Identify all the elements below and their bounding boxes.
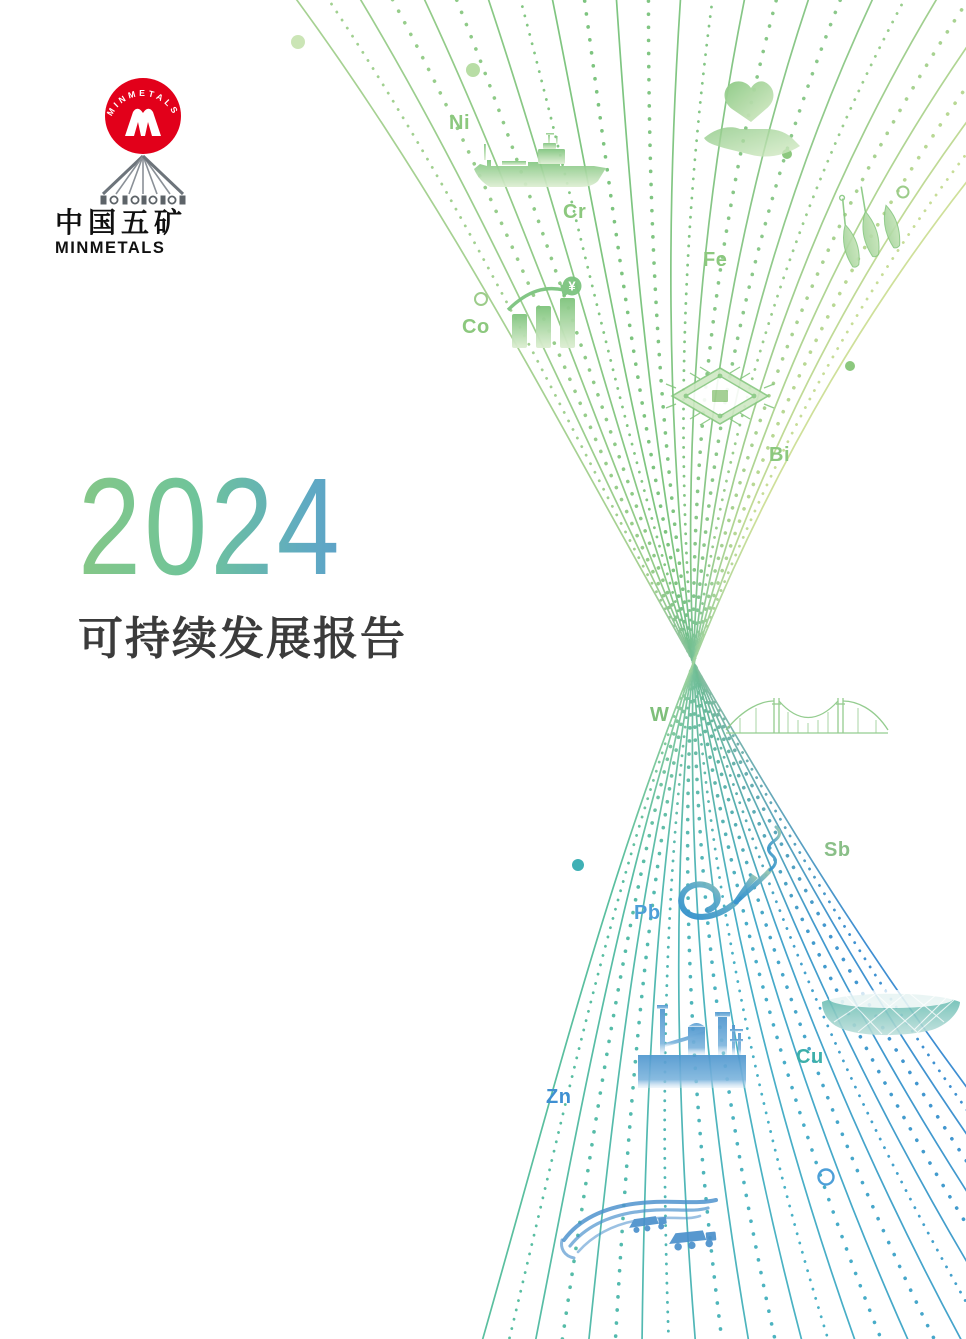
flow-line <box>679 0 878 1339</box>
flow-line <box>693 0 779 1339</box>
flow-line <box>683 0 832 1339</box>
element-symbol-co: Co <box>462 316 490 338</box>
svg-text:¥: ¥ <box>568 278 576 294</box>
flow-line <box>354 0 966 1339</box>
flow-line <box>550 0 966 1339</box>
flow-line <box>560 0 966 1339</box>
micro-chip-icon <box>666 367 774 425</box>
flow-line <box>386 0 966 1339</box>
flow-line <box>321 0 966 1339</box>
element-symbol-bi: Bi <box>769 444 790 466</box>
minmetals-emblem-icon <box>79 72 207 206</box>
logo-name-en: MINMETALS <box>55 238 166 257</box>
title-block <box>78 450 498 667</box>
flow-line <box>533 0 966 1339</box>
element-symbol-ni: Ni <box>449 112 470 134</box>
flow-line <box>671 0 859 1339</box>
element-symbol-cr: Cr <box>563 201 587 223</box>
element-symbol-sb: Sb <box>824 839 851 861</box>
flow-line <box>691 0 805 1339</box>
element-symbol-fe: Fe <box>703 249 728 271</box>
flow-line <box>692 0 812 1339</box>
minmetals-logo <box>55 72 275 259</box>
open-pit-mine-icon <box>562 1200 718 1258</box>
logo-name-cn: 中国五矿 <box>55 207 188 238</box>
flow-line <box>452 0 966 1339</box>
flow-line <box>485 0 966 1339</box>
stadium-icon <box>822 990 960 1035</box>
flow-line <box>648 0 886 1339</box>
flow-line <box>583 0 941 1339</box>
suspension-bridge-icon <box>726 698 888 733</box>
element-symbol-pb: Pb <box>634 902 661 924</box>
flow-line <box>588 0 966 1339</box>
wheat-grain-icon <box>814 177 911 276</box>
report-title: 可持续发展报告 <box>78 613 408 664</box>
element-symbol-cu: Cu <box>796 1046 824 1068</box>
element-symbol-w: W <box>650 704 670 726</box>
svg-text:MINMETALS: MINMETALS <box>104 87 182 118</box>
flow-line <box>665 0 911 1339</box>
flow-line <box>616 0 914 1339</box>
element-symbol-zn: Zn <box>546 1086 572 1108</box>
report-year: 2024 <box>78 458 422 596</box>
heart-in-hand-icon <box>704 81 800 156</box>
